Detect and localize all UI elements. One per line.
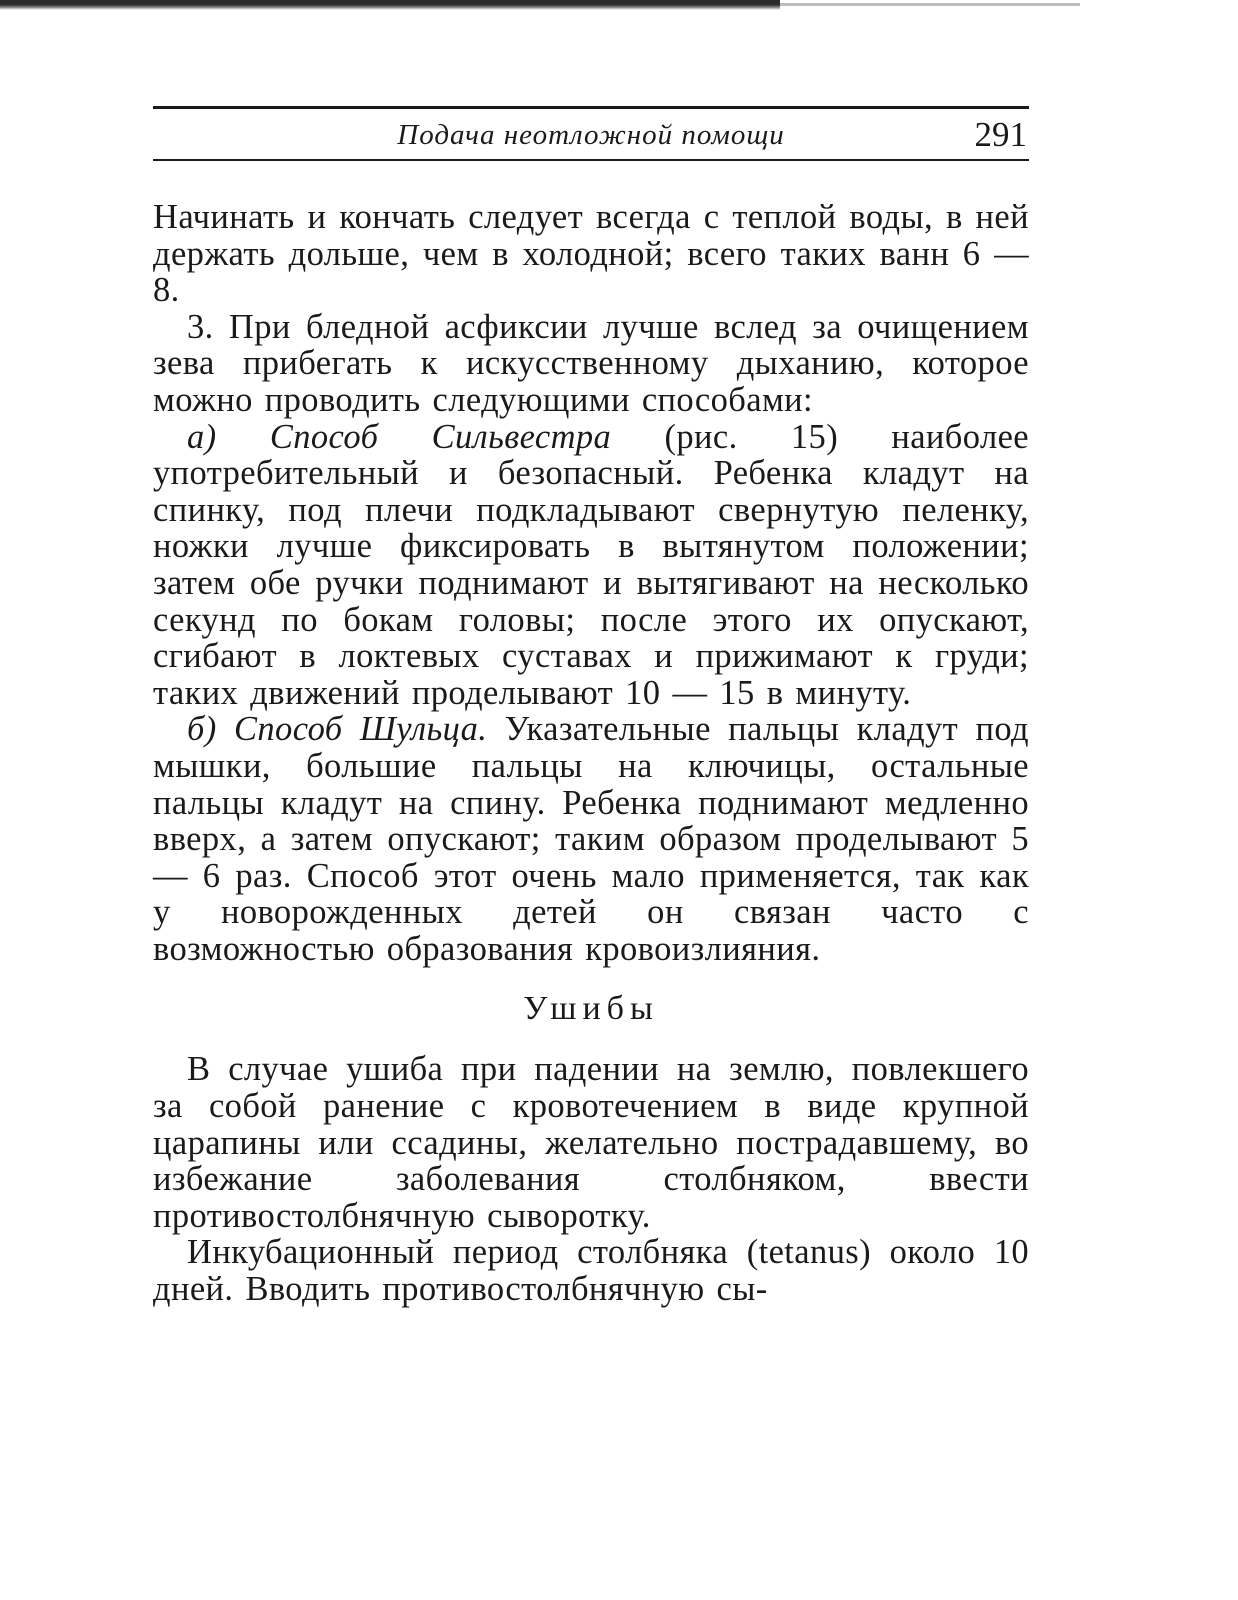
schultze-method-lead: б) Способ Шульца. bbox=[187, 710, 488, 749]
section-heading: Ушибы bbox=[523, 990, 659, 1028]
sylvester-method-lead: а) Способ Сильвестра bbox=[187, 417, 612, 456]
paragraph-tetanus-incubation: Инкубационный период столбняка (tetanus) около 10 дней. Вводить противостолбнячную сы- bbox=[153, 1233, 1029, 1309]
paragraph-schultze-method bbox=[153, 711, 1029, 967]
body-text bbox=[153, 199, 1029, 1308]
running-title: Подача неотложной помощи bbox=[397, 119, 785, 151]
book-page bbox=[153, 106, 1029, 1308]
paragraph-bruise-injury: В случае ушиба при падении на землю, повлекшего за собой ранение с кровотечением в виде крупной царапины или ссадины, желательно пострадавшему, во избежание заболевания столбняком, ввести противостолбнячную сыворотку. bbox=[153, 1050, 1029, 1235]
page-number: 291 bbox=[974, 115, 1027, 154]
paragraph-warm-baths: Начинать и кончать следует всегда с теплой воды, в ней держать дольше, чем в холодной; всего таких ванн 6 — 8. bbox=[153, 198, 1029, 310]
schultze-method-text: Указательные пальцы кладут под мышки, большие пальцы на ключицы, остальные пальцы кладут на спину. Ребенка поднимают медленно вверх, а затем опускают; таким образом проделывают 5 — 6 раз. Способ этот очень мало применяется, так как у новорожденных детей он связан часто с возможностью образования кровоизлияния. bbox=[153, 710, 1029, 968]
paragraph-sylvester-method bbox=[153, 419, 1029, 712]
sylvester-method-text: (рис. 15) наиболее употребительный и безопасный. Ребенка кладут на спинку, под плечи подкладывают свернутую пеленку, ножки лучше фиксировать в вытянутом положении; затем обе ручки поднимают и вытягивают на несколько секунд по бокам головы; после этого их опускают, сгибают в локтевых суставах и прижимают к груди; таких движений проделывают 10 — 15 в минуту. bbox=[153, 417, 1029, 712]
scan-edge-faint-line bbox=[780, 3, 1080, 6]
header-rule-bottom bbox=[153, 159, 1029, 161]
paragraph-pale-asphyxia: 3. При бледной асфиксии лучше вслед за очищением зева прибегать к искусственному дыханию, которое можно проводить следующими способами: bbox=[153, 307, 1029, 419]
running-head bbox=[153, 109, 1029, 159]
scan-edge-shadow bbox=[0, 0, 780, 10]
